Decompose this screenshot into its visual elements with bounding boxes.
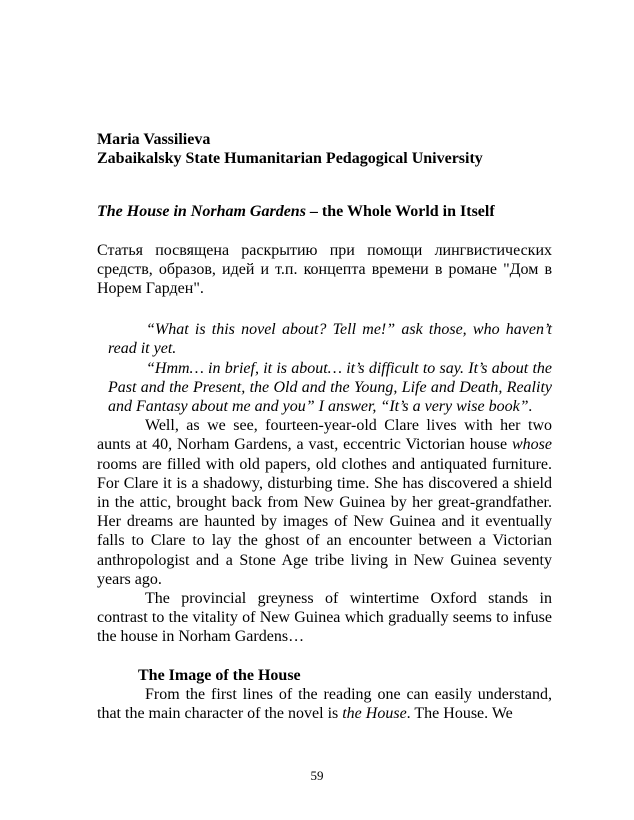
body-paragraph-1 <box>97 416 552 589</box>
article-title <box>97 202 552 221</box>
section-paragraph-1-part-b: . The House. We <box>406 705 513 723</box>
section-body <box>97 685 552 723</box>
section-paragraph-1-italic: the House <box>342 705 407 723</box>
title-italic: The House in Norham Gardens <box>97 203 306 221</box>
body-paragraph-1-italic: whose <box>512 436 552 454</box>
epigraph-question: “What is this novel about? Tell me!” ask those, who haven’t read it yet. <box>108 321 552 358</box>
body-text <box>97 416 552 646</box>
body-paragraph-2: The provincial greyness of wintertime Oxford stands in contrast to the vitality of New Guinea which gradually seems to infuse the house in Norham Gardens… <box>97 590 552 646</box>
epigraph-answer: “Hmm… in brief, it is about… it’s difficult to say. It’s about the Past and the Present, the Old and the Young, Life and Death, Reality and Fantasy about me and you” I answer, “It’s a very wise book”. <box>108 359 552 416</box>
abstract: Статья посвящена раскрытию при помощи лингвистических средств, образов, идей и т.п. концепта времени в романе "Дом в Норем Гарден". <box>97 241 552 298</box>
author-block <box>97 130 552 168</box>
section-heading: The Image of the House <box>138 666 301 684</box>
page-number: 59 <box>310 768 324 783</box>
section-paragraph-1 <box>97 685 552 723</box>
author-name: Maria Vassilieva <box>97 131 211 148</box>
title-rest: – the Whole World in Itself <box>305 203 495 221</box>
page-content <box>97 130 552 723</box>
body-paragraph-1-part-b: rooms are filled with old papers, old clothes and antiquated furniture. For Clare it is a shadowy, disturbing time. She has discovered a shield in the attic, brought back from New Guinea by her great-grandfather. Her dreams are haunted by images of New Guinea and it eventually falls to Clare to lay the ghost of an encounter between a Victorian anthropologist and a Stone Age tribe living in New Guinea seventy years ago. <box>97 455 552 588</box>
section-paragraph-1-part-a: From the first lines of the reading one can easily understand, that the main character of the novel is <box>97 685 552 723</box>
author-affiliation: Zabaikalsky State Humanitarian Pedagogical University <box>97 150 483 168</box>
body-paragraph-1-part-a: Well, as we see, fourteen-year-old Clare lives with her two aunts at 40, Norham Gardens, a vast, eccentric Victorian house <box>97 417 552 454</box>
epigraph <box>108 320 552 416</box>
